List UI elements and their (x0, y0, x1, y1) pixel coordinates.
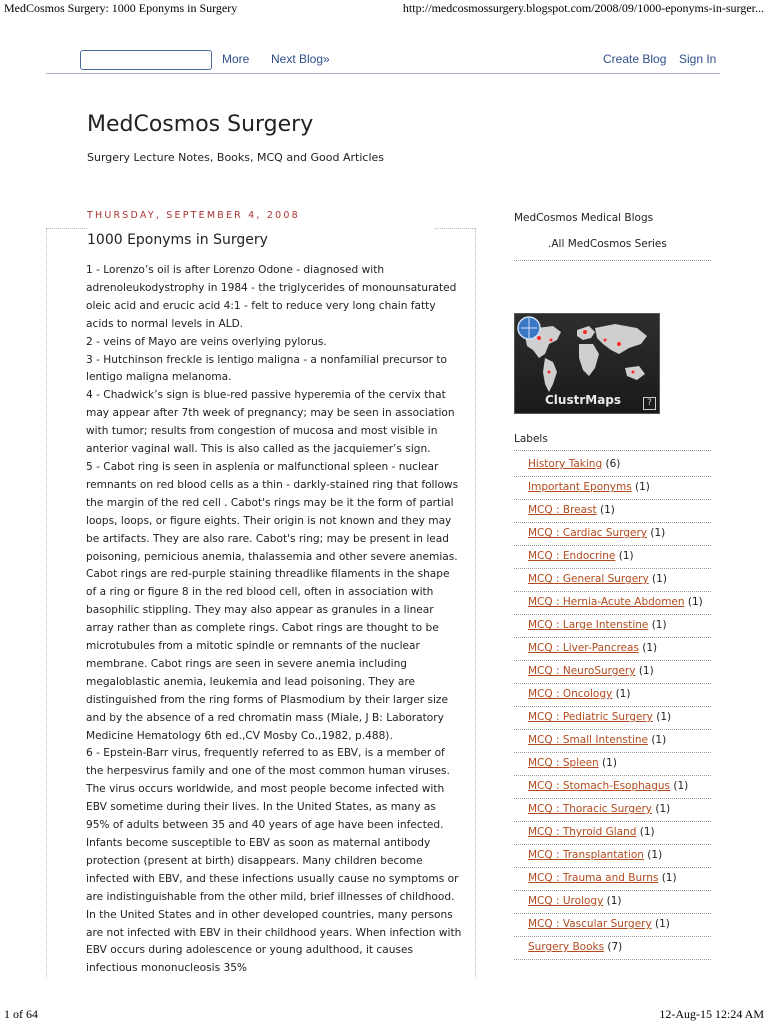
post-title[interactable]: 1000 Eponyms in Surgery (87, 232, 268, 248)
label-link[interactable]: MCQ : Thyroid Gland (528, 826, 637, 838)
label-item (514, 500, 711, 523)
label-count: (1) (651, 734, 667, 746)
label-item (514, 914, 711, 937)
label-link[interactable]: MCQ : NeuroSurgery (528, 665, 636, 677)
label-item (514, 891, 711, 914)
label-item (514, 638, 711, 661)
post-paragraph-1: 1 - Lorenzo’s oil is after Lorenzo Odone - diagnosed with adrenoleukodystrophy in 1984 - the triglycerides of monounsaturated oleic acid and erucic acid 4:1 - felt to reduce very long chain fatty acids to normal levels in ALD. (86, 264, 457, 330)
label-item (514, 799, 711, 822)
label-item (514, 615, 711, 638)
post-body (86, 262, 462, 975)
post-date: THURSDAY, SEPTEMBER 4, 2008 (87, 210, 300, 221)
label-link[interactable]: MCQ : Cardiac Surgery (528, 527, 648, 539)
label-item (514, 937, 711, 960)
frame-corner-right (435, 228, 475, 229)
label-item (514, 684, 711, 707)
sidebar-divider (514, 260, 711, 261)
next-blog-link[interactable]: Next Blog» (271, 52, 330, 66)
label-link[interactable]: MCQ : Endocrine (528, 550, 616, 562)
blog-description: Surgery Lecture Notes, Books, MCQ and Good Articles (87, 151, 385, 164)
labels-heading: Labels (514, 433, 548, 445)
label-count: (1) (638, 665, 654, 677)
label-item (514, 822, 711, 845)
label-link[interactable]: MCQ : Vascular Surgery (528, 918, 652, 930)
label-count: (1) (635, 481, 650, 493)
labels-divider (514, 450, 711, 451)
label-item (514, 753, 711, 776)
label-count: (1) (599, 504, 615, 516)
label-item (514, 477, 711, 500)
label-item (514, 546, 711, 569)
label-count: (1) (652, 573, 667, 585)
label-item (514, 845, 711, 868)
label-item (514, 776, 711, 799)
print-header (0, 0, 768, 18)
create-blog-link[interactable]: Create Blog (603, 52, 667, 66)
label-link[interactable]: MCQ : Trauma and Burns (528, 872, 659, 884)
label-link[interactable]: MCQ : Small Intenstine (528, 734, 648, 746)
label-item (514, 569, 711, 592)
label-link[interactable]: Important Eponyms (528, 481, 632, 493)
label-link[interactable]: MCQ : Transplantation (528, 849, 644, 861)
label-link[interactable]: Surgery Books (528, 941, 605, 953)
label-item (514, 454, 711, 477)
label-item (514, 523, 711, 546)
post-paragraph-3: 3 - Hutchinson freckle is lentigo maligna - a nonfamilial precursor to lentigo maligna melanoma. (86, 353, 447, 384)
label-link[interactable]: MCQ : Oncology (528, 688, 613, 700)
label-link[interactable]: History Taking (528, 458, 603, 470)
label-item (514, 661, 711, 684)
label-count: (1) (618, 550, 634, 562)
frame-corner-left (47, 228, 87, 229)
print-page-number: 1 of 64 (4, 1007, 38, 1021)
label-count: (1) (673, 780, 689, 792)
clustrmaps-label: ClustrMaps (545, 393, 622, 407)
sign-in-link[interactable]: Sign In (679, 52, 717, 66)
label-count: (1) (602, 757, 617, 769)
sidebar-blogs-heading: MedCosmos Medical Blogs (514, 212, 654, 224)
blogger-navbar (46, 44, 720, 74)
label-count: (1) (655, 918, 670, 930)
label-link[interactable]: MCQ : Liver-Pancreas (528, 642, 639, 654)
label-link[interactable]: MCQ : Pediatric Surgery (528, 711, 653, 723)
labels-list (514, 454, 711, 960)
clustrmaps-logo-icon (515, 314, 543, 342)
all-series-link[interactable]: .All MedCosmos Series (548, 238, 667, 250)
label-count: (1) (651, 619, 667, 631)
label-count: (7) (607, 941, 623, 953)
label-count: (1) (639, 826, 655, 838)
label-item (514, 868, 711, 891)
label-link[interactable]: MCQ : Stomach-Esophagus (528, 780, 671, 792)
label-count: (6) (605, 458, 621, 470)
post-paragraph-2: 2 - veins of Mayo are veins overlying pylorus. (86, 335, 327, 348)
label-item (514, 592, 711, 615)
blog-title[interactable]: MedCosmos Surgery (87, 112, 314, 137)
print-timestamp: 12-Aug-15 12:24 AM (659, 1007, 764, 1021)
help-icon[interactable]: ? (643, 397, 656, 410)
label-count: (1) (647, 849, 663, 861)
label-link[interactable]: MCQ : Large Intenstine (528, 619, 649, 631)
label-link[interactable]: MCQ : Breast (528, 504, 597, 516)
clustrmaps-widget[interactable] (514, 313, 660, 414)
post-paragraph-4: 4 - Chadwick’s sign is blue-red passive hyperemia of the cervix that may appear after 7th week of pregnancy; may be seen in association with tumor; results from congestion of mucosa and most visible in anterior vaginal wall. This is also called as the jacquiemer’s sign. (86, 389, 455, 456)
label-count: (1) (615, 688, 631, 700)
print-url: http://medcosmossurgery.blogspot.com/2008/09/1000-eponyms-in-surger... (402, 1, 764, 15)
label-item (514, 730, 711, 753)
label-count: (1) (650, 527, 666, 539)
label-item (514, 707, 711, 730)
label-link[interactable]: MCQ : Hernia-Acute Abdomen (528, 596, 685, 608)
print-page-title: MedCosmos Surgery: 1000 Eponyms in Surgery (4, 1, 238, 15)
print-footer (0, 1006, 768, 1024)
label-count: (1) (661, 872, 677, 884)
label-count: (1) (606, 895, 622, 907)
post-paragraph-5: 5 - Cabot ring is seen in asplenia or malfunctional spleen - nuclear remnants on red blood cells as a thin - darkly-stained ring that follows the margin of the red cell . Cabot's rings may be it the form of partial loops, loops, or figure eights. Their origin is not known and they may be artifacts. They are also rare. Cabot's ring; may be present in lead poisoning, pernicious anemia, thalassemia and other severe anemias. Cabot rings are red-purple staining threadlike filaments in the shape of a ring or figure 8 in the red blood cell, often in association with basophilic stippling. They may also appear as granules in a linear array rather than as complete rings. Cabot rings are thought to be microtubules from a mitotic spindle or remnants of the nuclear membrane. Cabot rings are seen in severe anemia including megaloblastic anemia, leukemia and lead poisoning. They are distinguished from the ring forms of Plasmodium by their larger size and by the absence of a red chromatin mass (Miale, J B: Laboratory Medicine Hematology 6th ed.,CV Mosby Co.,1982, p.488). (86, 460, 459, 742)
post-paragraph-6: 6 - Epstein-Barr virus, frequently referred to as EBV, is a member of the herpesvirus family and one of the most common human viruses. The virus occurs worldwide, and most people become infected with EBV sometime during their lives. In the United States, as many as 95% of adults between 35 and 40 years of age have been infected. Infants become susceptible to EBV as soon as maternal antibody protection (present at birth) disappears. Many children become infected with EBV, and these infections usually cause no symptoms or are indistinguishable from the other mild, brief illnesses of childhood. In the United States and in other developed countries, many persons are not infected with EBV in their childhood years. When infection with EBV occurs during adolescence or young adulthood, it causes infectious mononucleosis 35% (86, 747, 462, 975)
label-link[interactable]: MCQ : General Surgery (528, 573, 649, 585)
more-link[interactable]: More (222, 52, 250, 66)
label-count: (1) (656, 711, 672, 723)
label-count: (1) (655, 803, 671, 815)
navbar-search-input[interactable] (80, 50, 212, 70)
label-link[interactable]: MCQ : Urology (528, 895, 604, 907)
label-count: (1) (687, 596, 703, 608)
label-link[interactable]: MCQ : Thoracic Surgery (528, 803, 653, 815)
label-link[interactable]: MCQ : Spleen (528, 757, 599, 769)
label-count: (1) (642, 642, 658, 654)
